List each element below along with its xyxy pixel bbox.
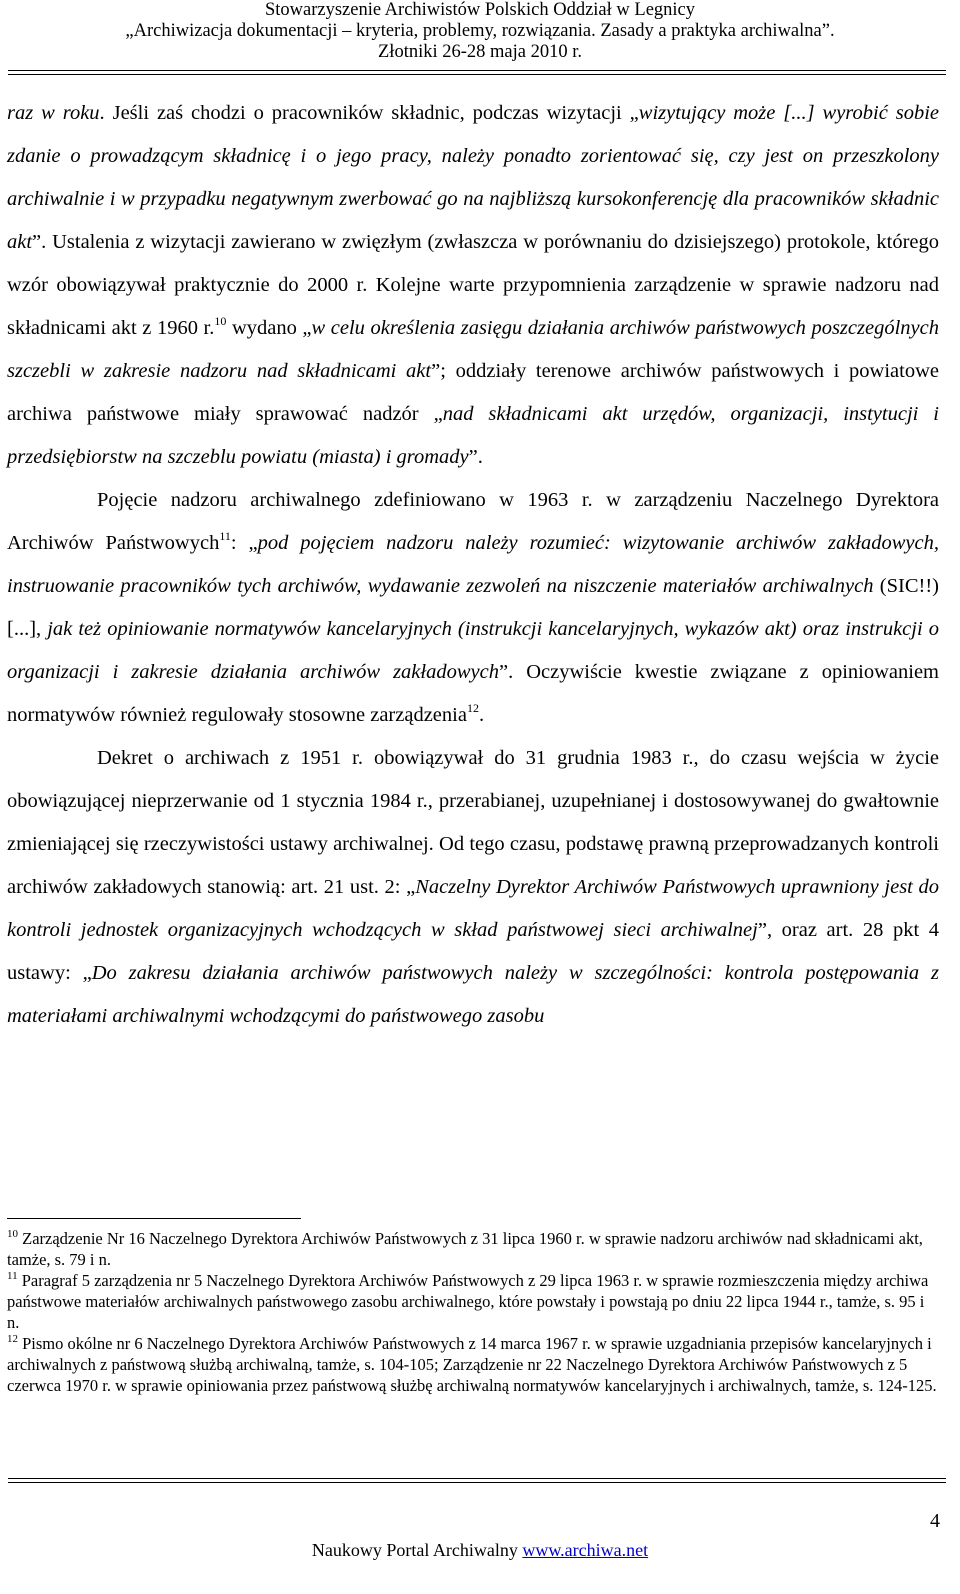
- page-header: [0, 0, 960, 63]
- footer-website-link[interactable]: www.archiwa.net: [522, 1540, 649, 1560]
- footnote-ref-10[interactable]: 10: [214, 314, 227, 328]
- page-footer: [0, 1540, 960, 1561]
- paragraph-3: Dekret o archiwach z 1951 r. obowiązywał do 31 grudnia 1983 r., do czasu wejścia w życie obowiązującej nieprzerwanie od 1 stycznia 1984 r., przerabianej, uzupełnianej i dostosowywanej do gwałtownie zmieniającej się rzeczywistości ustawy archiwalnej. Od tego czasu, podstawę prawną przeprowadzanych kontroli archiwów zakładowych stanowią: art. 21 ust. 2: „Naczelny Dyrektor Archiwów Państwowych uprawniony jest do kontroli jednostek organizacyjnych wchodzących w skład państwowej sieci archiwalnej”, oraz art. 28 pkt 4 ustawy: „Do zakresu działania archiwów państwowych należy w szczególności: kontrola postępowania z materiałami archiwalnymi wchodzącymi do państwowego zasobu: [7, 747, 939, 1027]
- paragraph-1: raz w roku. Jeśli zaś chodzi o pracowników składnic, podczas wizytacji „wizytujący może [...] wyrobić sobie zdanie o prowadzącym składnicę i o jego pracy, należy ponadto zorientować się, czy jest on przeszkolony archiwalnie i w przypadku negatywnym zwerbować go na najbliższą kursokonferencję dla pracowników składnic akt”. Ustalenia z wizytacji zawierano w zwięzłym (zwłaszcza w porównaniu do dzisiejszego) protokole, którego wzór obowiązywał praktycznie do 2000 r. Kolejne warte przypomnienia zarządzenie w sprawie nadzoru nad składnicami akt z 1960 r.$^{10}$ wydano „w celu określenia zasięgu działania archiwów państwowych poszczególnych szczebli w zakresie nadzoru nad składnicami akt”; oddziały terenowe archiwów państwowych i powiatowe archiwa państwowe miały sprawować nadzór „nad składnicami akt urzędów, organizacji, instytucji i przedsiębiorstw na szczeblu powiatu (miasta) i gromady”.: [7, 102, 940, 468]
- page-number: 4: [930, 1510, 940, 1532]
- header-place-date: Złotniki 26-28 maja 2010 r.: [378, 42, 582, 62]
- footer-double-rule-bottom: [8, 1482, 946, 1483]
- footnote-ref-11[interactable]: 11: [219, 529, 231, 543]
- footer-portal-name: Naukowy Portal Archiwalny: [311, 1540, 523, 1560]
- footnotes: [7, 1228, 939, 1396]
- footer-double-rule-top: [8, 1478, 946, 1479]
- header-organization: Stowarzyszenie Archiwistów Polskich Oddział w Legnicy: [264, 0, 696, 20]
- footnote-10: $^{10}$ Zarządzenie Nr 16 Naczelnego Dyrektora Archiwów Państwowych z 31 lipca 1960 r. w sprawie nadzoru archiwów nad składnicami akt, tamże, s. 79 i n.: [7, 1228, 923, 1269]
- header-double-rule-bottom: [8, 74, 946, 75]
- header-double-rule-top: [8, 70, 946, 71]
- footnote-11: $^{11}$ Paragraf 5 zarządzenia nr 5 Naczelnego Dyrektora Archiwów Państwowych z 29 lipca 1963 r. w sprawie rozmieszczenia między archiwa państwowe materiałów archiwalnych państwowego zasobu archiwalnego, które powstały i powstają po dniu 22 lipca 1944 r., tamże, s. 95 i n.: [7, 1270, 929, 1332]
- footnote-12: $^{12}$ Pismo okólne nr 6 Naczelnego Dyrektora Archiwów Państwowych z 14 marca 1967 r. w sprawie uzgadniania przepisów kancelaryjnych i archiwalnych z państwową służbą archiwalną, tamże, s. 104-105; Zarządzenie nr 22 Naczelnego Dyrektora Archiwów Państwowych z 5 czerwca 1970 r. w sprawie opiniowania przez państwową służbę archiwalną normatywów kancelaryjnych i archiwalnych, tamże, s. 124-125.: [7, 1333, 937, 1395]
- main-text: [7, 92, 939, 1038]
- header-conference-title: „Archiwizacja dokumentacji – kryteria, problemy, rozwiązania. Zasady a praktyka archiwalna”.: [125, 21, 835, 41]
- paragraph-2: Pojęcie nadzoru archiwalnego zdefiniowano w 1963 r. w zarządzeniu Naczelnego Dyrektora Archiwów Państwowych$^{11}$: „pod pojęciem nadzoru należy rozumieć: wizytowanie archiwów zakładowych, instruowanie pracowników tych archiwów, wydawanie zezwoleń na niszczenie materiałów archiwalnych (SIC!!) [...], jak też opiniowanie normatywów kancelaryjnych (instrukcji kancelaryjnych, wykazów akt) oraz instrukcji o organizacji i zakresie działania archiwów zakładowych”. Oczywiście kwestie związane z opiniowaniem normatywów również regulowały stosowne zarządzenia$^{12}$.: [7, 489, 940, 726]
- footnote-separator: [7, 1218, 301, 1219]
- footnote-ref-12[interactable]: 12: [466, 701, 479, 715]
